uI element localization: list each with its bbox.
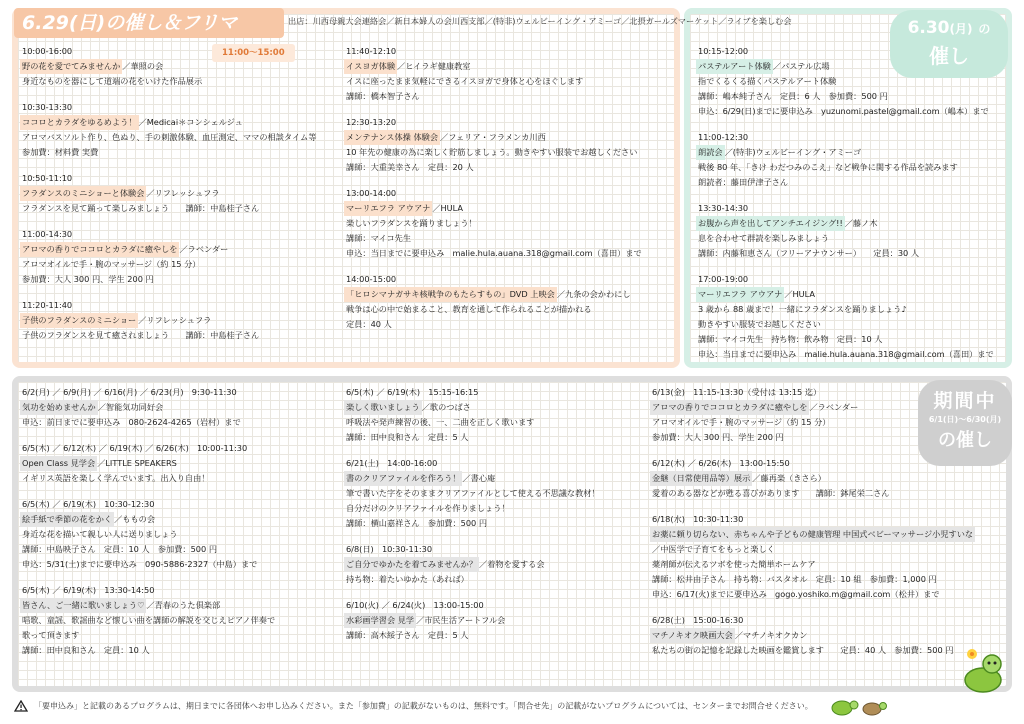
event-organizer: ／リフレッシュフラ xyxy=(146,188,220,198)
event-item xyxy=(698,44,1008,119)
footer-note xyxy=(14,700,813,712)
event-detail: 講師：松井由子さん 持ち物：バスタオル 定員：10 組 参加費：1,000 円 xyxy=(652,574,937,584)
event-detail: イギリス英語を楽しく学んでいます。出入り自由！ xyxy=(22,473,210,483)
event-item xyxy=(652,512,1004,602)
event-item xyxy=(346,186,676,261)
event-time: 12:30-13:20 xyxy=(346,117,397,127)
event-organizer: ／(特非)ウェルビーイング・アミーゴ xyxy=(724,147,862,157)
flea-market-hours-badge: 11:00～15:00 xyxy=(212,44,295,62)
event-title: 朗読会 xyxy=(696,145,725,160)
event-item xyxy=(698,130,1008,190)
event-title-line xyxy=(652,527,1004,542)
june29-column-2 xyxy=(346,44,676,343)
event-detail: 申込：当日までに要申込み malie.hula.auana.318@gmail.com（喜田）まで xyxy=(698,349,994,359)
event-detail: 愛着のある器などが甦る喜びがあります 講師：鉢尾栄二さん xyxy=(652,488,890,498)
june29-column-1 xyxy=(22,44,340,354)
event-title-line xyxy=(22,400,340,415)
event-organizer: ／書心庵 xyxy=(462,473,496,483)
event-time: 6/5(木) ／ 6/19(木) 13:30-14:50 xyxy=(22,585,155,595)
event-time: 10:15-12:00 xyxy=(698,46,749,56)
event-organizer: ／着物を愛する会 xyxy=(479,559,545,569)
footer-text: 「要申込み」と記載のあるプログラムは、期日までに各団体へお申し込みください。また「参加費」の記載がないものは、無料です。「問合せ先」の記載がないプログラムについては、センターまでお問合せください。 xyxy=(34,701,813,711)
event-title-line xyxy=(22,456,340,471)
event-detail: 楽しいフラダンスを踊りましょう！ xyxy=(346,218,477,228)
event-detail: 講師：田中良和さん 定員：5 人 xyxy=(346,432,469,442)
event-title-line xyxy=(698,287,1008,302)
event-organizer: ／ラベンダー xyxy=(179,244,229,254)
event-detail: 朗読者：藤田伊津子さん xyxy=(698,177,789,187)
event-item xyxy=(22,227,340,287)
event-time: 17:00-19:00 xyxy=(698,274,749,284)
event-organizer: ／リフレッシュフラ xyxy=(138,315,212,325)
event-title-line xyxy=(346,130,676,145)
event-organizer: ／青春のうた倶楽部 xyxy=(146,600,221,610)
event-title-line xyxy=(22,512,340,527)
event-time: 10:50-11:10 xyxy=(22,173,73,183)
event-title: 「ヒロシマナガサキ核戦争のもたらすもの」DVD 上映会 xyxy=(344,287,557,302)
event-detail: 申込：5/31(土)までに要申込み 090-5886-2327（中島）まで xyxy=(22,559,258,569)
event-organizer: ／九条の会かわにし xyxy=(556,289,631,299)
event-time: 11:40-12:10 xyxy=(346,46,397,56)
event-organizer: ／歌のつばさ xyxy=(421,402,471,412)
event-title-line xyxy=(698,145,1008,160)
event-title: 皆さん、ご一緒に歌いましょう♡ xyxy=(20,598,146,613)
period-name: の催し xyxy=(938,430,992,451)
event-time: 10:30-13:30 xyxy=(22,102,73,112)
event-time: 6/12(木) ／ 6/26(木) 13:00-15:50 xyxy=(652,458,790,468)
event-detail: 講師：内藤和恵さん（フリーアナウンサー） 定員：30 人 xyxy=(698,248,920,258)
event-title-line xyxy=(22,242,340,257)
event-detail: 講師：橋本智子さん xyxy=(346,91,420,101)
event-detail: 呼吸法や発声練習の後、一、二曲を正しく歌います xyxy=(346,417,535,427)
event-title: お腹から声を出してアンチエイジング!! xyxy=(696,216,845,231)
event-detail: 講師：マイコ先生 xyxy=(346,233,412,243)
event-title-line xyxy=(346,613,646,628)
event-detail: 定員：40 人 xyxy=(346,319,392,329)
event-title: 絵手紙で季節の花をかく xyxy=(20,512,114,527)
event-detail: 薬剤師が伝えるツボを使った簡単ホームケア xyxy=(652,559,816,569)
event-organizer: ／市民生活アートフル会 xyxy=(416,615,506,625)
event-organizer: ／藤再楽（きさら） xyxy=(752,473,826,483)
event-detail: 講師：中島映子さん 定員：10 人 参加費：500 円 xyxy=(22,544,218,554)
event-item xyxy=(346,272,676,332)
event-time: 6/2(月) ／ 6/9(月) ／ 6/16(月) ／ 6/23(月) 9:30-11:30 xyxy=(22,387,237,397)
event-detail: 講師：嶋本純子さん 定員：6 人 参加費：500 円 xyxy=(698,91,888,101)
event-time: 6/28(土) 15:00-16:30 xyxy=(652,615,744,625)
event-time: 6/18(水) 10:30-11:30 xyxy=(652,514,744,524)
event-organizer: ／ももの会 xyxy=(114,514,156,524)
event-detail: 3 歳から 88 歳まで！一緒にフラダンスを踊りましょう♪ xyxy=(698,304,907,314)
event-organizer: ／ヒイラギ健康教室 xyxy=(397,61,471,71)
event-item xyxy=(346,598,646,643)
event-title: マチノキオク映画大会 xyxy=(650,628,735,643)
organizers-line: 出店：川西母親大会連絡会／新日本婦人の会川西支部／(特非)ウェルビーイング・アミーゴ／北摂ガールズマーケット／ライブを楽しむ会 xyxy=(288,16,792,26)
event-item xyxy=(698,272,1008,362)
event-organizer: ／フェリア・フラメンカ川西 xyxy=(440,132,546,142)
event-title-line xyxy=(22,598,340,613)
event-item xyxy=(22,441,340,486)
event-item xyxy=(346,115,676,175)
event-detail: アロマオイルで手・腕のマッサージ（約 15 分） xyxy=(652,417,831,427)
event-detail: 子供のフラダンスを見て癒されましょう 講師：中島桂子さん xyxy=(22,330,260,340)
event-time: 6/5(木) ／ 6/19(木) 15:15-16:15 xyxy=(346,387,479,397)
june30-column xyxy=(698,44,1008,373)
event-title: 水彩画学習会 見学 xyxy=(344,613,416,628)
event-item xyxy=(698,201,1008,261)
event-title: Open Class 見学会 xyxy=(20,456,97,471)
event-item xyxy=(22,171,340,216)
event-item xyxy=(346,44,676,104)
event-title: 野の花を愛でてみませんか xyxy=(20,59,122,74)
event-item xyxy=(652,385,1004,445)
event-item xyxy=(346,542,646,587)
event-detail: ／中医学で子育てをもっと楽しく xyxy=(652,544,775,554)
period-column-3 xyxy=(652,385,1004,669)
event-detail: 私たちの街の記憶を記録した映画を鑑賞します 定員：40 人 参加費：500 円 xyxy=(652,645,954,655)
event-item xyxy=(652,613,1004,658)
event-title-line xyxy=(698,216,1008,231)
event-title: マーリエフラ アウアナ xyxy=(344,201,432,216)
event-item xyxy=(22,497,340,572)
event-title-line xyxy=(698,59,1008,74)
period-column-1 xyxy=(22,385,340,669)
event-title: アロマの香りでココロとカラダに癒やしを xyxy=(20,242,179,257)
warning-icon xyxy=(14,700,28,712)
event-title: ご自分でゆかたを着てみませんか？ xyxy=(344,557,479,572)
event-title: 子供のフラダンスのミニショー xyxy=(20,313,138,328)
june30-no: の xyxy=(978,22,991,36)
event-detail: 講師：高木綏子さん 定員：5 人 xyxy=(346,630,469,640)
june29-heading xyxy=(14,8,284,38)
event-title: お薬に頼り切らない、赤ちゃんや子どもの健康管理 中国式ベビーマッサージ小児すいな xyxy=(650,527,975,542)
event-organizer: ／パステル広場 xyxy=(772,61,830,71)
event-time: 14:00-15:00 xyxy=(346,274,397,284)
event-time: 6/5(木) ／ 6/12(木) ／ 6/19(木) ／ 6/26(木) 10:00-11:30 xyxy=(22,443,248,453)
event-detail: 自分だけのクリアファイルを作りましょう！ xyxy=(346,503,510,513)
event-time: 11:20-11:40 xyxy=(22,300,73,310)
event-detail: 戦争は心の中で始まること、教育を通して作られることが描かれる xyxy=(346,304,592,314)
event-item xyxy=(22,385,340,430)
event-detail: 申込：当日までに要申込み malie.hula.auana.318@gmail.com（喜田）まで xyxy=(346,248,642,258)
event-item xyxy=(22,583,340,658)
event-detail: 息を合わせて群読を楽しみましょう xyxy=(698,233,830,243)
event-item xyxy=(22,298,340,343)
event-detail: 申込：前日までに要申込み 080-2624-4265（岩村）まで xyxy=(22,417,241,427)
event-title: 気功を始めませんか xyxy=(20,400,98,415)
event-detail: 戦後 80 年、「きけ わだつみのこえ」など戦争に関する作品を読みます xyxy=(698,162,958,172)
event-detail: 身近なものを器にして道端の花をいけた作品展示 xyxy=(22,76,203,86)
event-title: メンテナンス体操 体験会 xyxy=(344,130,440,145)
event-detail: 講師：田中良和さん 定員：10 人 xyxy=(22,645,150,655)
small-turtles-icon xyxy=(828,696,888,718)
event-organizer: ／LITTLE SPEAKERS xyxy=(97,458,177,468)
event-title: イスヨガ体験 xyxy=(344,59,397,74)
event-time: 6/5(木) ／ 6/19(木) 10:30-12:30 xyxy=(22,499,155,509)
event-item xyxy=(346,385,646,445)
event-detail: 動きやすい服装でお越しください xyxy=(698,319,821,329)
event-organizer: ／ラベンダー xyxy=(809,402,859,412)
event-title: フラダンスのミニショーと体験会 xyxy=(20,186,146,201)
event-time: 13:30-14:30 xyxy=(698,203,749,213)
event-title-line xyxy=(346,400,646,415)
event-time: 6/13(金) 11:15-13:30（受付は 13:15 迄） xyxy=(652,387,822,397)
event-item xyxy=(22,100,340,160)
event-title-line xyxy=(652,400,1004,415)
event-item xyxy=(652,456,1004,501)
june29-heading-text: の催し＆フリマ xyxy=(105,12,238,34)
event-organizer: ／藤ノ木 xyxy=(844,218,878,228)
event-title-line xyxy=(346,59,676,74)
event-title-line xyxy=(652,471,1004,486)
event-title: アロマの香りでココロとカラダに癒やしを xyxy=(650,400,809,415)
event-detail: 講師：横山嘉祥さん 参加費：500 円 xyxy=(346,518,488,528)
event-title: パステルアート体験 xyxy=(696,59,773,74)
event-organizer: ／華照の会 xyxy=(122,61,164,71)
event-time: 13:00-14:00 xyxy=(346,188,397,198)
event-detail: フラダンスを見て踊って楽しみましょう 講師：中島桂子さん xyxy=(22,203,260,213)
event-organizer: ／HULA xyxy=(784,289,816,299)
event-title: 金継（日常使用品等）展示 xyxy=(650,471,752,486)
event-detail: 指でくるくる描くパステルアート体験 xyxy=(698,76,837,86)
event-detail: アロマバスソルト作り、色ぬり、手の刺激体験、血圧測定、ママの相談タイム等 xyxy=(22,132,317,142)
event-time: 6/21(土) 14:00-16:00 xyxy=(346,458,438,468)
event-time: 11:00-12:30 xyxy=(698,132,749,142)
event-time: 6/10(火) ／ 6/24(火) 13:00-15:00 xyxy=(346,600,484,610)
event-organizer: ／Medicai＊コンシェルジュ xyxy=(138,117,243,127)
event-title: 書のクリアファイルを作ろう！ xyxy=(344,471,462,486)
event-title-line xyxy=(22,186,340,201)
event-detail: 持ち物：着たいゆかた（あれば） xyxy=(346,574,469,584)
period-range: 6/1(日)～6/30(月) xyxy=(928,415,1002,424)
event-title: ココロとカラダをゆるめよう！ xyxy=(20,115,139,130)
event-detail: 申込：6/17(火)までに要申込み gogo.yoshiko.m@gmail.com（松井）まで xyxy=(652,589,940,599)
event-time: 11:00-14:30 xyxy=(22,229,73,239)
event-organizer: ／HULA xyxy=(432,203,464,213)
event-detail: 10 年先の健康の為に楽しく貯筋しましょう。動きやすい服装でお越しください xyxy=(346,147,638,157)
event-time: 6/8(日) 10:30-11:30 xyxy=(346,544,433,554)
june30-day: (月) xyxy=(949,22,973,36)
event-detail: アロマオイルで手・腕のマッサージ（約 15 分） xyxy=(22,259,201,269)
june30-title: 催し xyxy=(929,44,969,68)
june30-date: 6.30 xyxy=(907,18,950,38)
event-detail: 参加費：材料費 実費 xyxy=(22,147,99,157)
event-detail: 身近な花を描いて親しい人に送りましょう xyxy=(22,529,178,539)
event-title-line xyxy=(346,287,676,302)
period-column-2 xyxy=(346,385,646,654)
event-title-line xyxy=(22,115,340,130)
event-detail: 参加費：大人 300 円、学生 200 円 xyxy=(652,432,784,442)
event-title-line xyxy=(346,471,646,486)
event-time: 10:00-16:00 xyxy=(22,46,73,56)
event-title: 楽しく歌いましょう xyxy=(344,400,422,415)
event-item xyxy=(346,456,646,531)
event-title-line xyxy=(346,557,646,572)
event-detail: 申込：6/29(日)までに要申込み yuzunomi.pastel@gmail.com（嶋本）まで xyxy=(698,106,989,116)
event-item xyxy=(22,44,340,89)
event-detail: 筆で書いた字をそのままクリアファイルとして使える不思議な教材！ xyxy=(346,488,600,498)
event-detail: 歌って頂きます xyxy=(22,630,80,640)
event-detail: 参加費：大人 300 円、学生 200 円 xyxy=(22,274,154,284)
event-title-line xyxy=(22,59,340,74)
event-title-line xyxy=(346,201,676,216)
june29-date: 6.29(日) xyxy=(22,12,106,34)
period-title: 期間中 xyxy=(933,390,997,412)
event-organizer: ／マチノキオクカン xyxy=(734,630,808,640)
event-detail: イスに座ったまま気軽にできるイスヨガで身体と心をほぐします xyxy=(346,76,584,86)
event-title: マーリエフラ アウアナ xyxy=(696,287,784,302)
event-detail: 唱歌、童謡、歌謡曲など懐しい曲を講師の解説を交じえピアノ伴奏で xyxy=(22,615,276,625)
event-detail: 講師：マイコ先生 持ち物：飲み物 定員：10 人 xyxy=(698,334,883,344)
turtle-mascot-icon xyxy=(956,646,1010,696)
event-detail: 講師：大重美幸さん 定員：20 人 xyxy=(346,162,474,172)
event-organizer: ／智能気功同好会 xyxy=(97,402,164,412)
event-title-line xyxy=(652,628,1004,643)
event-title-line xyxy=(22,313,340,328)
